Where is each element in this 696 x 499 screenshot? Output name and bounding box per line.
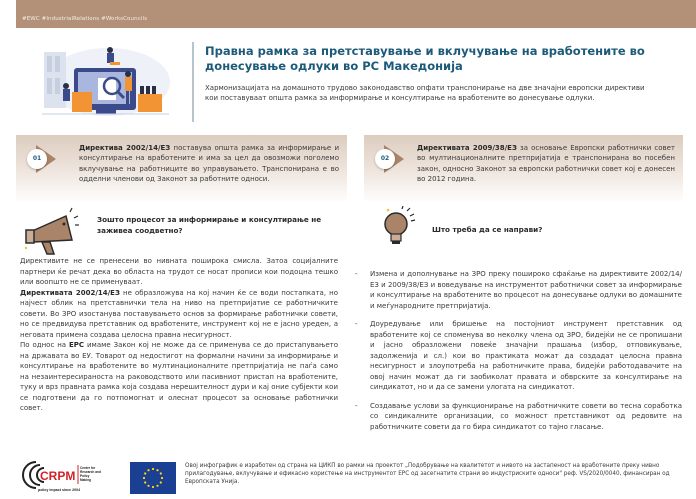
page-title: Правна рамка за претставување и вклучување на вработените во донесување одлуки во РС Македонија bbox=[205, 44, 645, 73]
hashtags: #EWC #IndustrialRelations #WorksCouncils bbox=[22, 16, 148, 22]
svg-text:Making: Making bbox=[80, 478, 91, 482]
eu-star-icon bbox=[152, 486, 154, 488]
lightbulb-icon bbox=[382, 206, 422, 248]
solution-item-text: Создавање услови за функционирање на работничките совети во тесна соработка со синдикалните организации, со можност претставникот од редовите на работничките совети да го бира синдикатот со тајно гласање. bbox=[370, 401, 682, 431]
problem-heading: Зошто процесот за информирање и консултирање не заживеа соодветно? bbox=[97, 215, 322, 235]
eu-star-icon bbox=[160, 481, 162, 483]
bullet-dash: - bbox=[355, 270, 358, 278]
solution-item bbox=[350, 319, 682, 393]
eu-star-icon bbox=[147, 469, 149, 471]
solution-item-text: Измена и дополнување на ЗРО преку пошироко сфаќање на директивите 2002/14/ЕЗ и 2009/38/ЕЗ и воведување на инструментот работнички совет за информирање и консултирање на вработените во процесот на донесување одлуки во домашните и меѓународните претпријатија. bbox=[370, 270, 682, 310]
eu-star-icon bbox=[147, 485, 149, 487]
directive-title: Директивата 2009/38/ЕЗ bbox=[417, 144, 517, 152]
crpm-logo-icon bbox=[22, 456, 112, 494]
svg-text:Policy: Policy bbox=[80, 474, 90, 478]
eu-star-icon bbox=[161, 477, 163, 479]
eu-star-icon bbox=[160, 472, 162, 474]
problem-bold-ers: ЕРС bbox=[69, 341, 85, 349]
footer-disclaimer: Овој инфографик е изработен од страна на ЦИКП во рамки на проектот „Подобрување на квалитетот и нивото на застапеност на вработените преку нивно прилагодување, вклучување и ефикасно користење на инструментот ЕРС од засегнатите страни во индустриските односи" реф. VS/2020/0040, финансиран од Европската Унија. bbox=[185, 463, 670, 485]
directive-number-badge: 02 bbox=[375, 149, 395, 169]
eu-flag-icon bbox=[130, 462, 176, 494]
eu-star-icon bbox=[152, 468, 154, 470]
directive-text bbox=[417, 143, 675, 185]
directive-card-1 bbox=[16, 135, 347, 203]
bullet-dash: - bbox=[355, 401, 358, 410]
problem-text-3-pre: По однос на bbox=[20, 341, 70, 349]
intro-text: Хармонизацијата на домашното трудово законодавство опфати транспонирање на две значајни европски директиви кои поставуваат општа рамка за информирање и консултирање на вработените во донесување одлуки. bbox=[205, 84, 645, 103]
problem-text-3: имаме Закон кој не може да се применува се до пристапувањето на државата во ЕУ. Товарот од недостигот на формални начини за информирање и консултирање на вработените во мултинационалните претпријатија не паѓа само на незаинтересираноста на раководството или пасивниот пристап на вработените, туку и врз правната рамка која создава нерешителност дури и кај оние субјекти кои се подготвени да го потпомогнат и олеснат процесот за основање работнички совет. bbox=[20, 341, 339, 412]
header-banner bbox=[16, 0, 696, 28]
directive-number-badge: 01 bbox=[27, 149, 47, 169]
problem-body bbox=[20, 256, 338, 414]
directive-title: Директива 2002/14/ЕЗ bbox=[79, 144, 171, 152]
megaphone-icon bbox=[20, 206, 80, 258]
eu-star-icon bbox=[144, 472, 146, 474]
directive-text bbox=[79, 143, 339, 185]
problem-paragraph-2 bbox=[20, 288, 338, 341]
solution-item-text: Доуредување или бришење на постојниот инструмент претставник од вработените кој се споменува во неколку члена од ЗРО, бидејќи не се пропишани и јасно образложени повеќе значајни прашања (избор, отповикување, задолженија и сл.) кои во практиката можат да создадат целосна правна несигурност и злоупотреба на работничките права, бидејќи работодавачите на овој начин можат да ги заобиколат правата и обврските за консултирање на синдикатот, но и да се замени улогата на синдикатот. bbox=[370, 320, 682, 391]
solution-list bbox=[350, 269, 682, 440]
hero-divider bbox=[192, 42, 194, 122]
problem-paragraph-1: Директивите не се пренесени во нивната поширока смисла. Затоа социјалните партнери ќе речат дека во областа на трудот се носат прописи кои подоцна тешко или воопшто не се применуваат. bbox=[20, 257, 338, 286]
office-workers-illustration-icon bbox=[38, 42, 173, 120]
solution-item bbox=[350, 269, 682, 311]
solution-heading: Што треба да се направи? bbox=[432, 225, 543, 234]
directive-card-2 bbox=[364, 135, 683, 203]
solution-item bbox=[350, 401, 682, 433]
eu-star-icon bbox=[156, 469, 158, 471]
bullet-dash: - bbox=[355, 320, 358, 328]
crpm-tagline: policy impact since 2004 bbox=[38, 488, 81, 492]
problem-bold-directive: Директивата 2002/14/ЕЗ bbox=[20, 288, 120, 297]
directive-description: поставува општа рамка за информирање и консултирање на вработените и има за цел да овозможи поголемо вклучување на работниците во управувањето. Транспонирана е во одделни членови од Законот за работните односи. bbox=[79, 144, 339, 184]
problem-text-2: не образложува на кој начин ќе се води постапката, но најчест облик на претставнички тела на ниво на претпријатие се работничките совети. Во ЗРО изостанува поставувањето основ за формирање работнички совети, но се предвидува претставник од вработените, инструмент кој не е јасно уреден, а неговата примена создава целосна правна несигурност. bbox=[20, 288, 338, 339]
eu-star-icon bbox=[143, 477, 145, 479]
crpm-logo-text: CRPM bbox=[40, 469, 76, 483]
eu-star-icon bbox=[156, 485, 158, 487]
svg-text:Research and: Research and bbox=[80, 470, 101, 474]
eu-star-icon bbox=[144, 481, 146, 483]
problem-paragraph-3 bbox=[20, 340, 338, 414]
directive-description: за основање Европски работнички совет во мултинационалните претпријатија е транспонирана во посебен закон, односно Законот за европски работнички совет кој е донесен во 2012 година. bbox=[417, 144, 675, 184]
svg-text:Center for: Center for bbox=[80, 466, 96, 470]
